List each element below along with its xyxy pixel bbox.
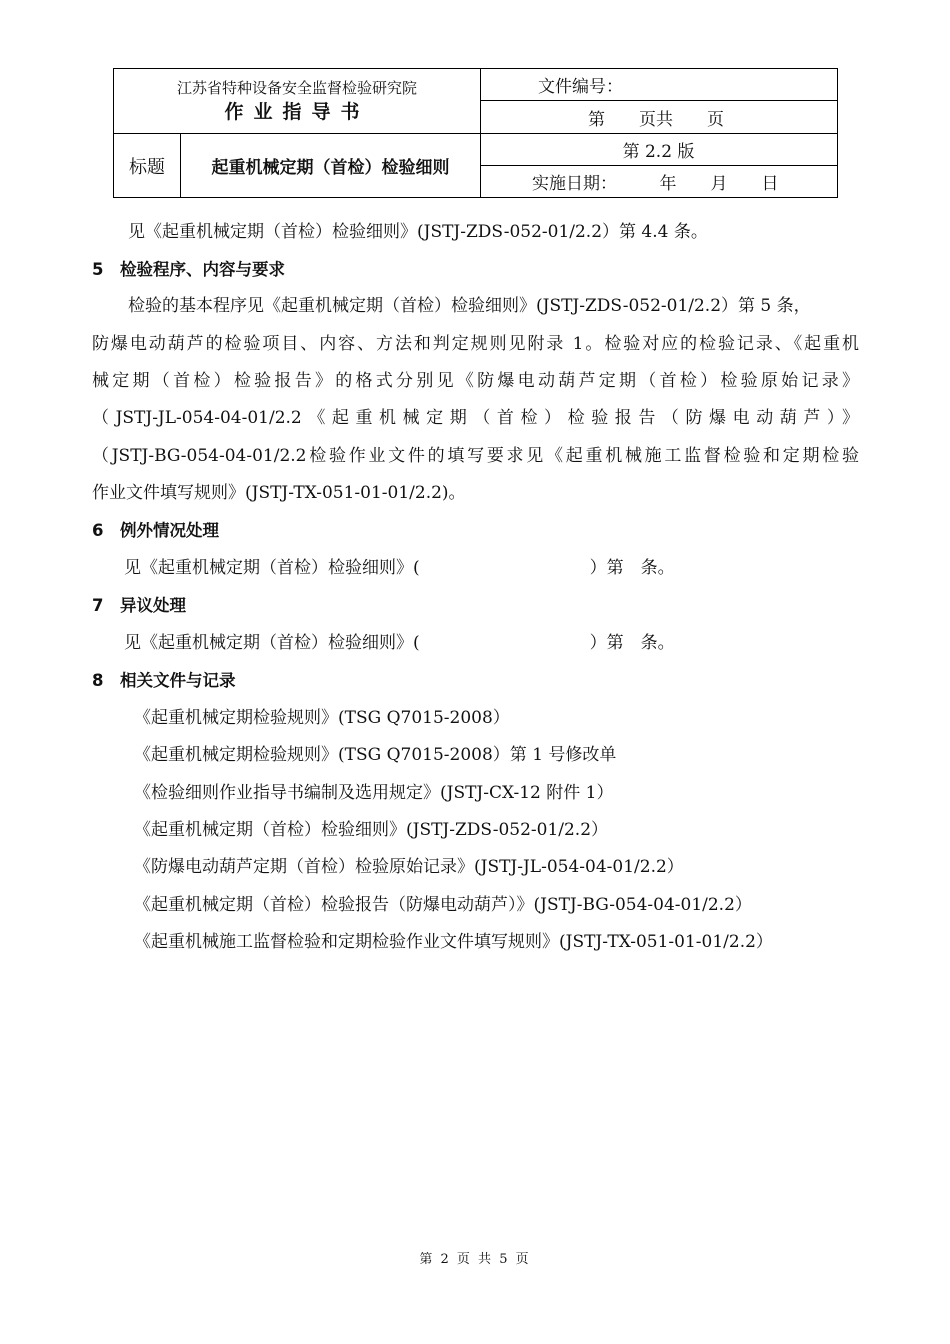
page-count-label: 第 页共 页: [588, 109, 724, 130]
reference-item: 《起重机械定期（首检）检验细则》(JSTJ-ZDS-052-01/2.2）: [134, 820, 609, 840]
organization-name: 江苏省特种设备安全监督检验研究院: [176, 78, 417, 97]
page-footer: 第 2 页 共 5 页: [419, 1252, 531, 1267]
section-6-heading: 6 例外情况处理: [92, 521, 219, 540]
document-type: 作业指导书: [224, 100, 370, 123]
section-7-line: 见《起重机械定期（首检）检验细则》( ）第 条。: [124, 633, 675, 653]
section-5-line: （JSTJ-JL-054-04-01/2.2《起重机械定期（首检）检验报告（防爆电动葫芦）》: [92, 408, 859, 428]
version-label: 第 2.2 版: [622, 142, 695, 162]
section-5-heading: 5 检验程序、内容与要求: [92, 260, 285, 279]
file-number-label: 文件编号：: [538, 77, 623, 97]
reference-item: 《起重机械施工监督检验和定期检验作业文件填写规则》(JSTJ-TX-051-01-01/2.2）: [134, 932, 773, 952]
reference-item: 《防爆电动葫芦定期（首检）检验原始记录》(JSTJ-JL-054-04-01/2.2）: [134, 857, 684, 877]
section-6-line: 见《起重机械定期（首检）检验细则》( ）第 条。: [124, 558, 675, 578]
section-5-line: （JSTJ-BG-054-04-01/2.2检验作业文件的填写要求见《起重机械施工监督检验和定期检验: [92, 446, 859, 466]
reference-item: 《起重机械定期检验规则》(TSG Q7015-2008）: [134, 708, 510, 728]
effective-date-label: 实施日期： 年 月 日: [532, 174, 779, 194]
title-label: 标题: [129, 156, 165, 178]
document-title: 起重机械定期（首检）检验细则: [211, 158, 450, 178]
section-7-heading: 7 异议处理: [92, 596, 186, 615]
section-5-line: 械定期（首检）检验报告》的格式分别见《防爆电动葫芦定期（首检）检验原始记录》: [92, 371, 859, 391]
intro-line: 见《起重机械定期（首检）检验细则》(JSTJ-ZDS-052-01/2.2）第 4.4 条。: [128, 222, 708, 242]
section-5-line: 作业文件填写规则》(JSTJ-TX-051-01-01/2.2)。: [92, 483, 466, 503]
section-5-line: 防爆电动葫芦的检验项目、内容、方法和判定规则见附录 1。检验对应的检验记录、《起重机: [92, 334, 859, 354]
reference-item: 《检验细则作业指导书编制及选用规定》(JSTJ-CX-12 附件 1）: [134, 783, 614, 803]
header-table: [113, 68, 838, 198]
section-5-line: 检验的基本程序见《起重机械定期（首检）检验细则》(JSTJ-ZDS-052-01/2.2）第 5 条，: [128, 296, 811, 316]
reference-item: 《起重机械定期（首检）检验报告（防爆电动葫芦）》(JSTJ-BG-054-04-01/2.2）: [134, 895, 752, 915]
reference-item: 《起重机械定期检验规则》(TSG Q7015-2008）第 1 号修改单: [134, 745, 617, 765]
section-8-heading: 8 相关文件与记录: [92, 671, 236, 690]
